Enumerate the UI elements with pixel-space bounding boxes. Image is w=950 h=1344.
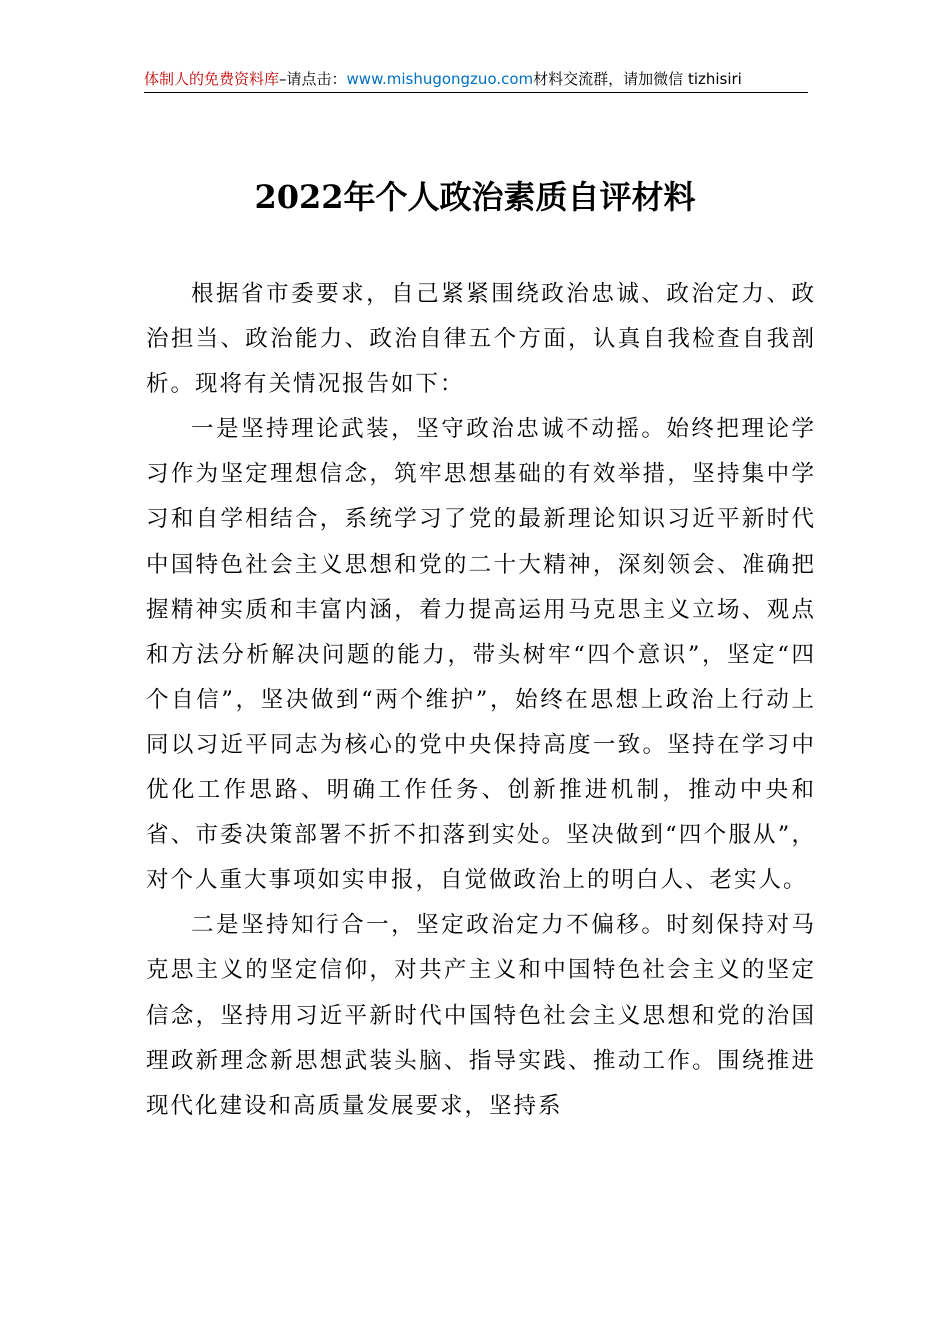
header-tail-text: 材料交流群，请加微信 tizhisiri [533,70,742,88]
paragraph-two: 二是坚持知行合一，坚定政治定力不偏移。时刻保持对马克思主义的坚定信仰，对共产主义和中国特色社会主义的坚定信念，坚持用习近平新时代中国特色社会主义思想和党的治国理政新理念新思想武装头脑、指导实践、推动工作。围绕推进现代化建设和高质量发展要求，坚持系 [146,912,816,1119]
header-separator: –请点击： [279,70,347,88]
paragraph-one: 一是坚持理论武装，坚守政治忠诚不动摇。始终把理论学习作为坚定理想信念，筑牢思想基础的有效举措，坚持集中学习和自学相结合，系统学习了党的最新理论知识习近平新时代中国特色社会主义思想和党的二十大精神，深刻领会、准确把握精神实质和丰富内涵，着力提高运用马克思主义立场、观点和方法分析解决问题的能力，带头树牢“四个意识”，坚定“四个自信”，坚决做到“两个维护”，始终在思想上政治上行动上同以习近平同志为核心的党中央保持高度一致。坚持在学习中优化工作思路、明确工作任务、创新推进机制，推动中央和省、市委决策部署不折不扣落到实处。坚决做到“四个服从”，对个人重大事项如实申报，自觉做政治上的明白人、老实人。 [146,416,816,894]
document-title: 2022年个人政治素质自评材料 [254,178,696,216]
header-brand: 体制人的免费资料库 [144,70,280,88]
document-body [146,272,816,1129]
header-url-link[interactable]: www.mishugongzuo.com [346,70,534,88]
paragraph-intro: 根据省市委要求，自己紧紧围绕政治忠诚、政治定力、政治担当、政治能力、政治自律五个方面，认真自我检查自我剖析。现将有关情况报告如下： [146,281,816,398]
page-header [144,66,808,93]
